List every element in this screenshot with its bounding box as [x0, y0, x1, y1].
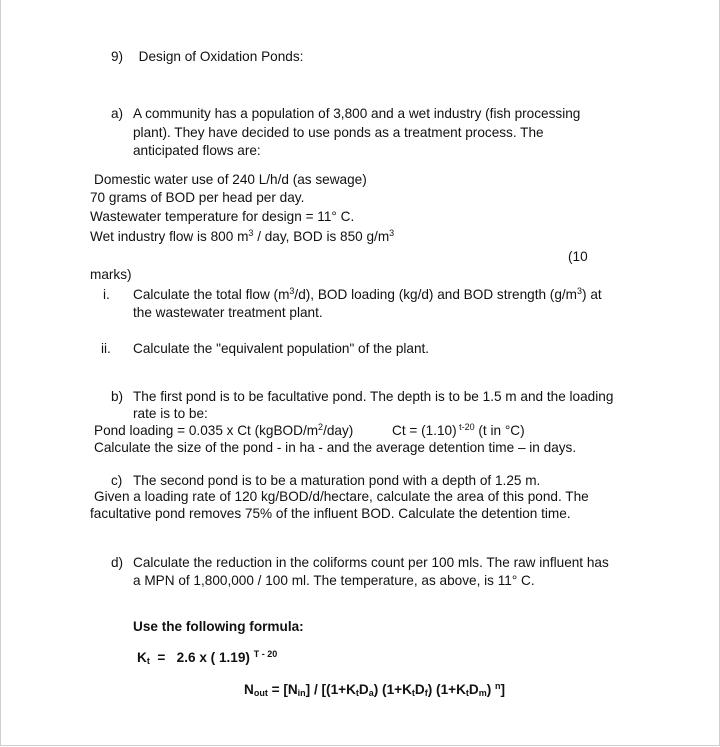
- question-number: 9): [111, 49, 124, 64]
- part-a-line-3: anticipated flows are:: [133, 143, 261, 158]
- part-a-line-1: A community has a population of 3,800 and a wet industry (fish processing: [133, 106, 581, 121]
- temperature-line: Wastewater temperature for design = 11° C.: [90, 209, 355, 224]
- water-use-line: Domestic water use of 240 L/h/d (as sewage): [94, 172, 367, 187]
- part-b-line-1: The first pond is to be facultative pond. The depth is to be 1.5 m and the loading: [133, 389, 614, 404]
- marks-value: (10: [568, 249, 588, 264]
- item-i-line-2: the wastewater treatment plant.: [133, 305, 323, 320]
- wet-industry-line: Wet industry flow is 800 $m^3$ / day, BOD is 850 $g/m^3$: [90, 228, 395, 244]
- ct-formula: Ct = (1.10) $^{t-20}$ (t in °C): [392, 422, 525, 438]
- nout-formula: $N_{out} = [N_{in}] / [(1+K_tD_a)$ $(1+K_tD_f)$ $(1+K_tD_m)$ $^n$]: [244, 681, 506, 698]
- marks-label: marks): [90, 267, 132, 282]
- question-heading: [111, 48, 303, 66]
- formula-heading: Use the following formula:: [133, 619, 304, 634]
- part-d-marker: d): [111, 555, 124, 570]
- part-c-line-3: facultative pond removes 75% of the influent BOD. Calculate the detention time.: [90, 506, 571, 521]
- part-b-line-2: rate is to be:: [133, 406, 208, 421]
- part-b-line-4: Calculate the size of the pond - in ha - and the average detention time – in days.: [94, 440, 577, 455]
- part-c-marker: c): [111, 473, 123, 488]
- kt-formula: $K_t = 2.6$ x ( 1.19) $^{T - 20}$: [137, 649, 278, 666]
- item-ii-text: Calculate the "equivalent population" of the plant.: [133, 341, 430, 356]
- part-c-line-1: The second pond is to be a maturation pond with a depth of 1.25 m.: [133, 473, 541, 488]
- part-b-marker: b): [111, 389, 124, 404]
- item-i-line-1: Calculate the total flow $(m^3/d)$, BOD loading (kg/d) and BOD strength $(g/m^3)$ at: [133, 286, 602, 302]
- part-c-line-2: Given a loading rate of 120 kg/BOD/d/hectare, calculate the area of this pond. The: [94, 489, 589, 504]
- part-a-marker: a): [111, 106, 124, 121]
- item-ii-number: ii.: [101, 341, 111, 356]
- pond-loading-formula: Pond loading = 0.035 x Ct $(kgBOD/m^2/day)$: [94, 422, 354, 438]
- part-d-line-2: a MPN of 1,800,000 / 100 ml. The temperature, as above, is 11° C.: [133, 573, 535, 588]
- part-d-line-1: Calculate the reduction in the coliforms count per 100 mls. The raw influent has: [133, 555, 609, 570]
- question-title: Design of Oxidation Ponds:: [138, 49, 304, 64]
- item-i-number: i.: [103, 287, 110, 302]
- part-a-line-2: plant). They have decided to use ponds as a treatment process. The: [133, 125, 544, 140]
- bod-per-head-line: 70 grams of BOD per head per day.: [90, 190, 305, 205]
